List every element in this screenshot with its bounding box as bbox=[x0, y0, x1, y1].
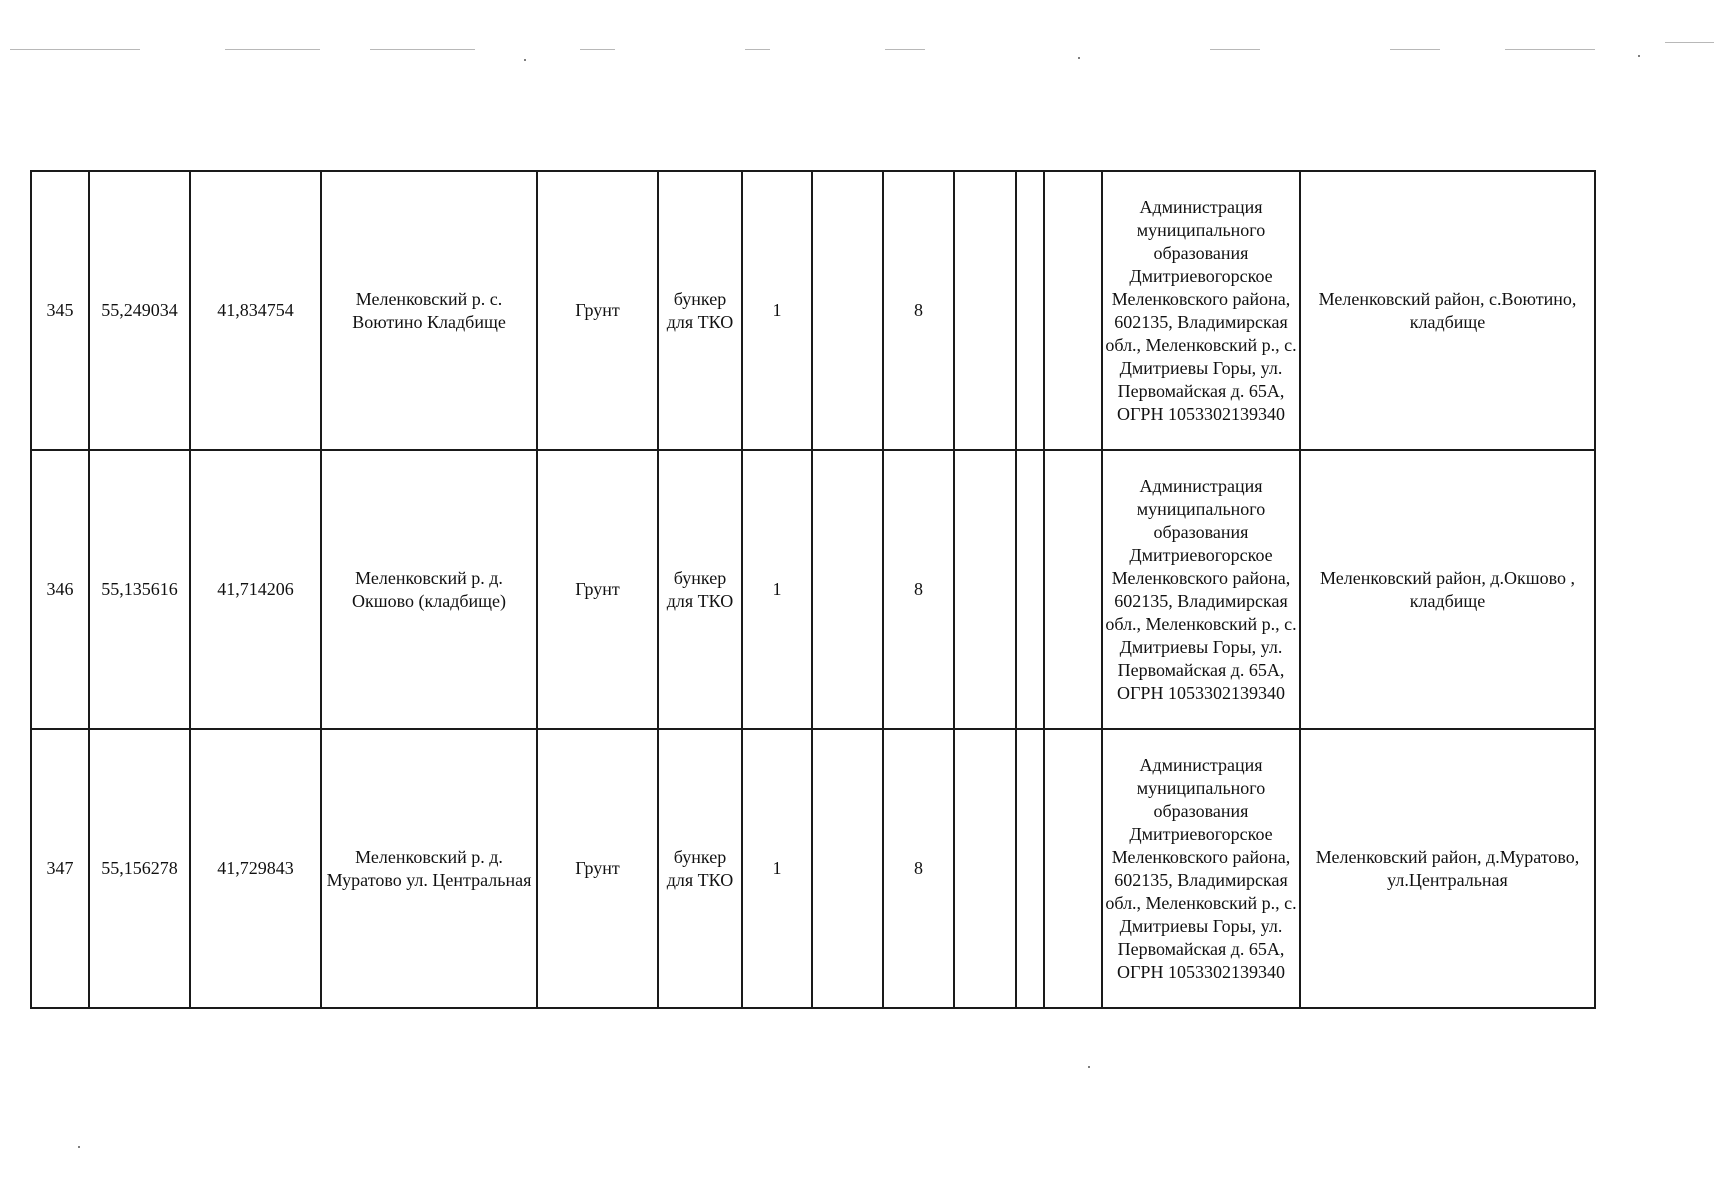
container-count-cell: 1 bbox=[742, 171, 812, 450]
site-address-cell: Меленковский р. д. Окшово (кладбище) bbox=[321, 450, 537, 729]
container-type-cell: бункер для ТКО bbox=[658, 729, 742, 1008]
empty-cell bbox=[1016, 729, 1044, 1008]
scan-artifact bbox=[1088, 1066, 1090, 1068]
scan-artifact bbox=[1210, 49, 1260, 50]
surface-type-cell: Грунт bbox=[537, 729, 658, 1008]
container-type-cell: бункер для ТКО bbox=[658, 171, 742, 450]
empty-cell bbox=[1044, 171, 1102, 450]
longitude-cell: 41,834754 bbox=[190, 171, 321, 450]
site-address-cell: Меленковский р. д. Муратово ул. Центральная bbox=[321, 729, 537, 1008]
scan-artifact bbox=[225, 49, 320, 50]
empty-cell bbox=[1044, 450, 1102, 729]
empty-cell bbox=[812, 171, 883, 450]
empty-cell bbox=[954, 450, 1016, 729]
empty-cell bbox=[1016, 171, 1044, 450]
table-row bbox=[31, 729, 1595, 1008]
owner-cell: Администрация муниципального образования Дмитриевогорское Меленковского района, 602135, Владимирская обл., Меленковский р., с. Дмитриевы Горы, ул. Первомайская д. 65А, ОГРН 1053302139340 bbox=[1102, 450, 1300, 729]
scan-artifact bbox=[1665, 42, 1714, 43]
longitude-cell: 41,729843 bbox=[190, 729, 321, 1008]
scan-artifact bbox=[1390, 49, 1440, 50]
container-count-cell: 1 bbox=[742, 450, 812, 729]
container-volume-cell: 8 bbox=[883, 171, 954, 450]
owner-cell: Администрация муниципального образования Дмитриевогорское Меленковского района, 602135, Владимирская обл., Меленковский р., с. Дмитриевы Горы, ул. Первомайская д. 65А, ОГРН 1053302139340 bbox=[1102, 729, 1300, 1008]
latitude-cell: 55,135616 bbox=[89, 450, 190, 729]
waste-source-cell: Меленковский район, с.Воютино, кладбище bbox=[1300, 171, 1595, 450]
waste-source-cell: Меленковский район, д.Окшово , кладбище bbox=[1300, 450, 1595, 729]
owner-cell: Администрация муниципального образования Дмитриевогорское Меленковского района, 602135, Владимирская обл., Меленковский р., с. Дмитриевы Горы, ул. Первомайская д. 65А, ОГРН 1053302139340 bbox=[1102, 171, 1300, 450]
waste-source-cell: Меленковский район, д.Муратово, ул.Центральная bbox=[1300, 729, 1595, 1008]
scan-artifact bbox=[524, 59, 526, 61]
row-number-cell: 347 bbox=[31, 729, 89, 1008]
waste-site-registry-table bbox=[30, 170, 1596, 1009]
row-number-cell: 346 bbox=[31, 450, 89, 729]
container-type-cell: бункер для ТКО bbox=[658, 450, 742, 729]
empty-cell bbox=[812, 729, 883, 1008]
empty-cell bbox=[954, 171, 1016, 450]
empty-cell bbox=[954, 729, 1016, 1008]
scan-artifact bbox=[1638, 55, 1640, 57]
table-row bbox=[31, 171, 1595, 450]
table-row bbox=[31, 450, 1595, 729]
longitude-cell: 41,714206 bbox=[190, 450, 321, 729]
latitude-cell: 55,249034 bbox=[89, 171, 190, 450]
site-address-cell: Меленковский р. с. Воютино Кладбище bbox=[321, 171, 537, 450]
row-number-cell: 345 bbox=[31, 171, 89, 450]
scan-artifact bbox=[10, 49, 140, 50]
container-volume-cell: 8 bbox=[883, 729, 954, 1008]
surface-type-cell: Грунт bbox=[537, 450, 658, 729]
surface-type-cell: Грунт bbox=[537, 171, 658, 450]
scan-artifact bbox=[1078, 57, 1080, 59]
container-volume-cell: 8 bbox=[883, 450, 954, 729]
empty-cell bbox=[812, 450, 883, 729]
scan-artifact bbox=[580, 49, 615, 50]
empty-cell bbox=[1016, 450, 1044, 729]
scan-artifact bbox=[370, 49, 475, 50]
container-count-cell: 1 bbox=[742, 729, 812, 1008]
scan-artifact bbox=[1505, 49, 1595, 50]
scan-artifact bbox=[745, 49, 770, 50]
latitude-cell: 55,156278 bbox=[89, 729, 190, 1008]
scan-artifact bbox=[885, 49, 925, 50]
scan-artifact bbox=[78, 1146, 80, 1148]
empty-cell bbox=[1044, 729, 1102, 1008]
